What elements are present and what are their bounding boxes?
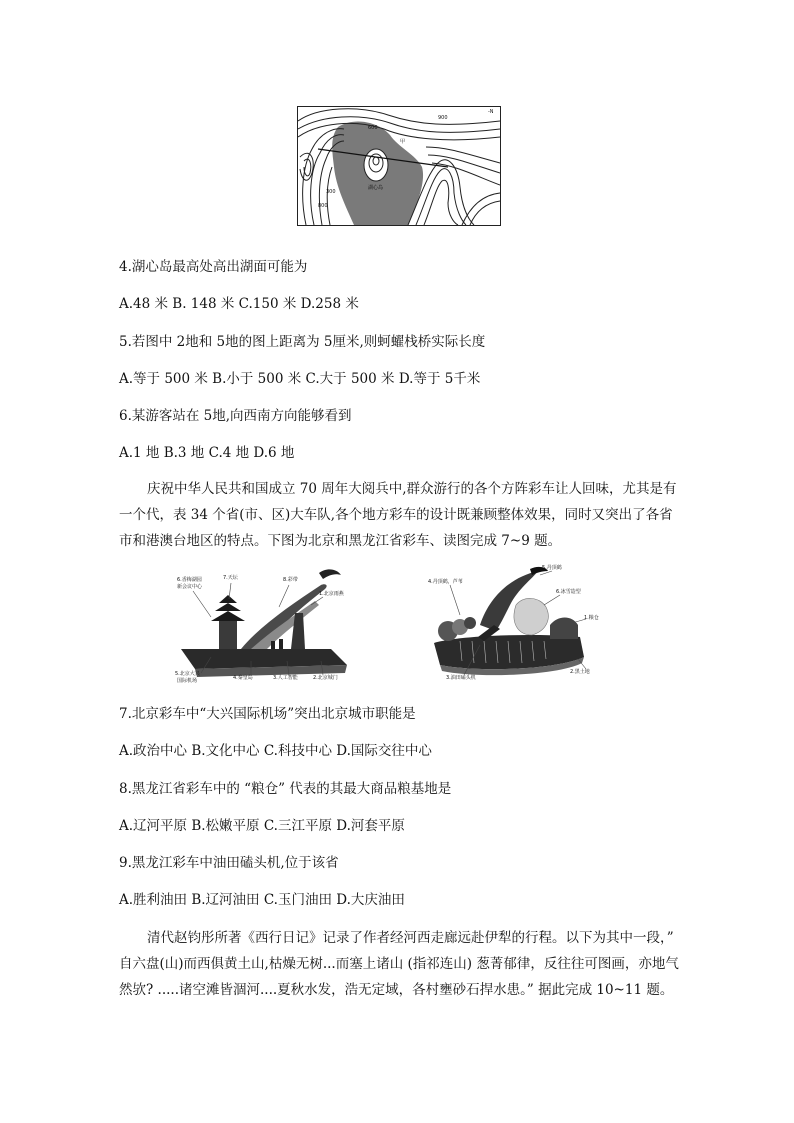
question-7-options: A.政治中心 B.文化中心 C.科技中心 D.国际交往中心 <box>119 743 432 759</box>
beijing-label-5: 5.北京大兴 <box>175 671 200 677</box>
question-6-stem: 6.某游客站在 5地,向西南方向能够看到 <box>119 408 352 424</box>
heilongjiang-label-2: 2.黑土地 <box>570 669 590 675</box>
beijing-float-figure <box>171 565 363 685</box>
beijing-label-1: 1.北京雨燕 <box>319 591 344 597</box>
contour-map <box>297 106 501 226</box>
beijing-label-8: 8.彩带 <box>283 577 298 583</box>
beijing-label-4: 4.秦皇岛 <box>233 675 253 681</box>
question-4-stem: 4.湖心岛最高处高出湖面可能为 <box>119 259 308 275</box>
question-4-options: A.48 米 B. 148 米 C.150 米 D.258 米 <box>119 296 359 312</box>
contour-800-label: 800 <box>318 203 328 209</box>
intro-paragraph-parade: 庆祝中华人民共和国成立 70 周年大阅兵中,群众游行的各个方阵彩车让人回味，尤其是有一个代，表 34 个省(市、区)大车队,各个地方彩车的设计既兼顾整体效果，同时又突出了各省市和港澳台地区的特点。下图为北京和黑龙江省彩车、读图完成 7~9 题。 <box>119 481 677 549</box>
heilongjiang-label-6: 6.冰雪造型 <box>556 589 581 595</box>
heilongjiang-label-5: 5.丹顶鹤 <box>542 565 562 571</box>
beijing-label-7: 7.天坛 <box>223 575 238 581</box>
beijing-label-2: 2.北京城门 <box>313 675 338 681</box>
question-8-options: A.辽河平原 B.松嫩平原 C.三江平原 D.河套平原 <box>119 818 405 834</box>
beijing-label-3: 3.人工智能 <box>273 675 298 681</box>
contour-600-label: 600 <box>368 125 378 131</box>
question-5-stem: 5.若图中 2地和 5地的图上距离为 5厘米,则蚵蠗栈桥实际长度 <box>119 334 486 350</box>
contour-300-label: 300 <box>326 189 336 195</box>
question-9-options: A.胜利油田 B.辽河油田 C.玉门油田 D.大庆油田 <box>119 892 405 908</box>
heilongjiang-label-4: 4.丹顶鹤，芦苇 <box>428 579 463 585</box>
question-8-stem: 8.黑龙江省彩车中的 “粮仓” 代表的其最大商品粮基地是 <box>119 781 452 797</box>
heilongjiang-float-figure <box>420 565 600 685</box>
contour-map-drawing <box>298 107 500 225</box>
beijing-label-5b: 国际机场 <box>177 678 198 684</box>
question-7-stem: 7.北京彩车中“大兴国际机场”突出北京城市职能是 <box>119 706 416 722</box>
beijing-label-6b: 新会议中心 <box>177 584 203 590</box>
map-edge-label: -N <box>488 109 494 115</box>
intro-paragraph-xixing-riji: 清代赵钧彤所著《西行日记》记录了作者经河西走廊远赴伊犁的行程。以下为其中一段，” 自六盘(山)而西俱黄土山,枯燥无树...而塞上诸山 (指祁连山) 葱菁郁律，反往往可图画，亦地气然欤? .....诸空滩皆涸河....夏秋水发，浩无定域，各村壅砂石捍水患。” 据此完成 10~11 题。 <box>119 930 679 998</box>
jia-label: 甲 <box>400 139 406 145</box>
question-5-options: A.等于 500 米 B.小于 500 米 C.大于 500 米 D.等于 5千米 <box>119 371 481 387</box>
beijing-label-6: 6.香梅湖园 <box>177 577 202 583</box>
heilongjiang-label-3: 3.油田磕头机 <box>446 675 476 681</box>
question-9-stem: 9.黑龙江彩车中油田磕头机,位于该省 <box>119 855 339 871</box>
lake-island-label: 湖心岛 <box>368 185 384 191</box>
contour-900-label: 900 <box>438 115 448 121</box>
heilongjiang-label-1: 1.粮仓 <box>584 615 599 621</box>
question-6-options: A.1 地 B.3 地 C.4 地 D.6 地 <box>119 445 295 461</box>
beijing-float-drawing <box>171 565 363 685</box>
